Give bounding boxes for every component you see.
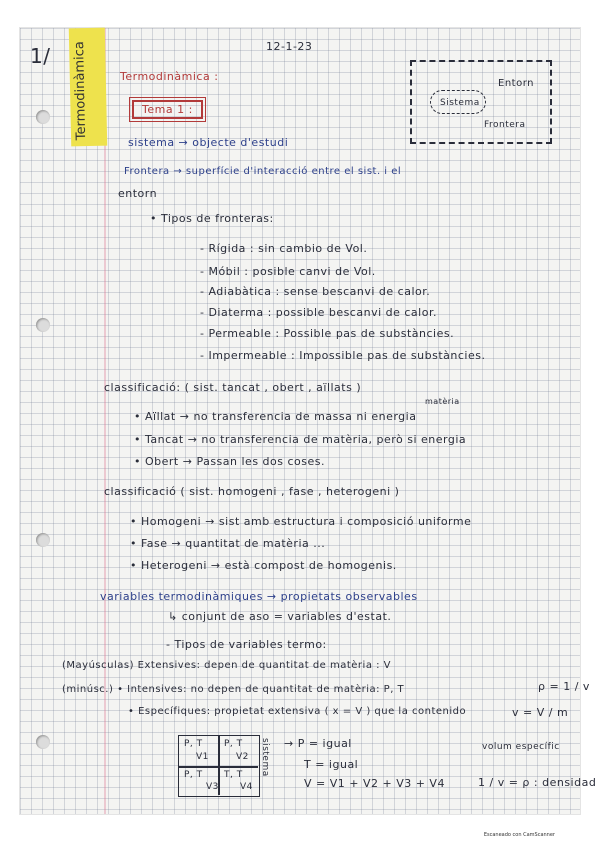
entorn-label: Entorn bbox=[498, 78, 534, 89]
line-classificacio-1: classificació: ( sist. tancat , obert , aïllats ) bbox=[104, 381, 362, 394]
line-fase: • Fase → quantitat de matèria ... bbox=[130, 537, 326, 550]
line-adiabatica: - Adiabàtica : sense bescanvi de calor. bbox=[200, 285, 431, 298]
formula-v: v = V / m bbox=[512, 706, 569, 719]
cell-1-v: V1 bbox=[196, 752, 209, 762]
frontera-label: Frontera bbox=[484, 120, 526, 130]
line-tancat: • Tancat → no transferencia de matèria, però si energia bbox=[134, 433, 467, 446]
line-conjunt: ↳ conjunt de aso = variables d'estat. bbox=[168, 610, 392, 623]
line-heterogeni: • Heterogeni → està compost de homogenis. bbox=[130, 559, 397, 572]
cell-2-v: V2 bbox=[236, 752, 249, 762]
line-t-igual: T = igual bbox=[304, 758, 359, 771]
cell-2-pt: P, T bbox=[224, 739, 243, 749]
line-v-sum: V = V1 + V2 + V3 + V4 bbox=[304, 777, 445, 790]
line-homogeni: • Homogeni → sist amb estructura i composició uniforme bbox=[130, 515, 472, 528]
subject-heading: Termodinàmica : bbox=[120, 70, 219, 83]
line-p-igual: → P = igual bbox=[284, 737, 352, 750]
scanner-watermark: Escaneado con CamScanner bbox=[483, 832, 555, 838]
line-mobil: - Móbil : posible canvi de Vol. bbox=[200, 265, 376, 278]
line-volum-especific: volum específic bbox=[482, 742, 560, 752]
punch-hole bbox=[36, 735, 50, 749]
tema-box: Tema 1 : bbox=[132, 100, 203, 119]
date: 12-1-23 bbox=[266, 40, 313, 53]
punch-hole bbox=[36, 110, 50, 124]
cell-4-v: V4 bbox=[240, 782, 253, 792]
line-extensives: (Mayúsculas) Extensives: depen de quantitat de matèria : V bbox=[62, 660, 392, 671]
cell-3-pt: P, T bbox=[184, 770, 203, 780]
cell-4-pt: T, T bbox=[224, 770, 243, 780]
formula-rho: ρ = 1 / v bbox=[538, 680, 590, 693]
sistema-label: Sistema bbox=[440, 98, 480, 108]
yellow-tab bbox=[69, 28, 107, 147]
line-rigida: - Rígida : sin cambio de Vol. bbox=[200, 242, 368, 255]
line-aillat: • Aïllat → no transferencia de massa ni energia bbox=[134, 410, 417, 423]
margin-tab-label: Termodinàmica bbox=[72, 41, 90, 141]
line-diaterma: - Diaterma : possible bescanvi de calor. bbox=[200, 306, 437, 319]
punch-hole bbox=[36, 318, 50, 332]
line-entorn: entorn bbox=[118, 187, 158, 200]
cell-1-pt: P, T bbox=[184, 739, 203, 749]
page-number: 1/ bbox=[30, 44, 51, 68]
line-obert: • Obert → Passan les dos coses. bbox=[134, 455, 325, 468]
grid-sistema-label: sistema bbox=[260, 738, 270, 777]
line-sistema: sistema → objecte d'estudi bbox=[128, 136, 289, 149]
line-especifiques: • Específiques: propietat extensiva ( x = V ) que la contenido bbox=[128, 706, 467, 717]
line-variables: variables termodinàmiques → propietats observables bbox=[100, 590, 418, 603]
note-materia: matèria bbox=[425, 397, 460, 406]
line-classificacio-2: classificació ( sist. homogeni , fase , heterogeni ) bbox=[104, 485, 400, 498]
line-permeable: - Permeable : Possible pas de substàncies. bbox=[200, 327, 455, 340]
margin-line bbox=[104, 28, 106, 814]
line-tipos-fronteras: • Tipos de fronteras: bbox=[150, 212, 274, 225]
punch-hole bbox=[36, 533, 50, 547]
line-frontera: Frontera → superfície d'interacció entre el sist. i el bbox=[124, 166, 402, 177]
line-tipos-variables: - Tipos de variables termo: bbox=[166, 638, 327, 651]
line-densidad: 1 / v = ρ : densidad bbox=[478, 776, 597, 789]
line-impermeable: - Impermeable : Impossible pas de substàncies. bbox=[200, 349, 486, 362]
line-intensives: (minúsc.) • Intensives: no depen de quantitat de matèria: P, T bbox=[62, 684, 405, 695]
cell-3-v: V3 bbox=[206, 782, 219, 792]
